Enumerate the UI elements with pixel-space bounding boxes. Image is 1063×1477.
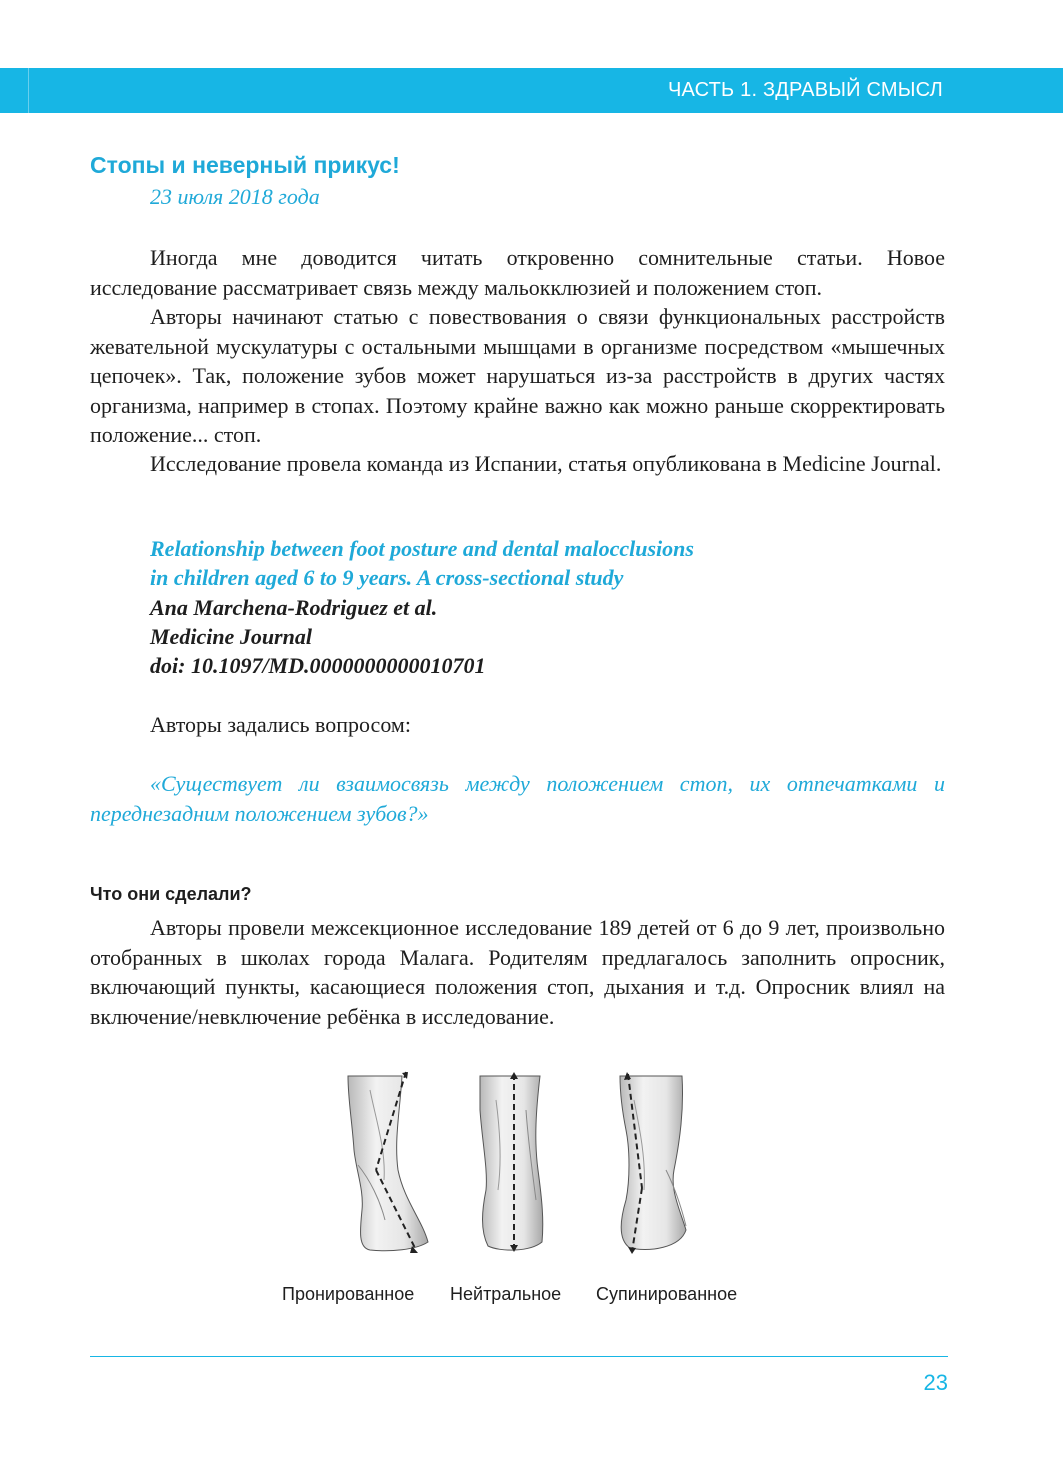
article-date: 23 июля 2018 года [150,184,320,209]
page-number: 23 [923,1370,948,1395]
citation-journal: Medicine Journal [150,624,312,649]
foot-posture-illustration [330,1070,750,1260]
article-title: Стопы и неверный прикус! [90,152,400,178]
paragraph-intro: Иногда мне доводится читать откровенно сомнительные статьи. Новое исследование рассматривает связь между мальокклюзией и положением стоп. [90,245,945,300]
pronated-foot [348,1072,428,1253]
arrow-down-icon [628,1247,636,1254]
section-paragraph: Авторы провели межсекционное исследование 189 детей от 6 до 9 лет, произвольно отобранных в школах города Малага. Родителям предлагалось заполнить опросник, включающий пункты, касающиеся положения стоп, дыхания и т.д. Опросник влиял на включение/невключение ребёнка в исследование. [90,915,945,1029]
paragraph-team: Исследование провела команда из Испании, статья опубликована в Medicine Journal. [150,451,942,476]
caption-pronated: Пронированное [282,1284,415,1304]
caption-neutral: Нейтральное [450,1284,562,1304]
section-heading: Что они сделали? [90,884,252,904]
caption-supinated: Супинированное [596,1284,738,1304]
paragraph-authors: Авторы начинают статью с повествования о связи функциональных расстройств жевательной мускулатуры с остальными мышцами в организме посредством «мышечных цепочек». Так, положение зубов может нарушаться из-за расстройств в других частях организма, например в стопах. Поэтому крайне важно как можно раньше скорректировать положение... стоп. [90,304,945,447]
citation-authors: Ana Marchena-Rodriguez et al. [150,595,438,620]
research-question: «Существует ли взаимосвязь между положением стоп, их отпечатками и переднезадним положением зубов?» [90,771,945,826]
header-band [0,68,1063,113]
question-intro: Авторы задались вопросом: [150,712,411,737]
citation-title-line1: Relationship between foot posture and dental malocclusions [150,536,694,561]
citation-title-line2: in children aged 6 to 9 years. A cross-sectional study [150,565,624,590]
citation-doi: doi: 10.1097/MD.0000000000010701 [150,653,486,678]
section-title: ЧАСТЬ 1. ЗДРАВЫЙ СМЫСЛ [668,79,943,101]
supinated-foot [620,1072,686,1254]
header-edge-mark [0,68,29,113]
footer-divider [90,1356,948,1357]
neutral-foot [480,1072,543,1252]
